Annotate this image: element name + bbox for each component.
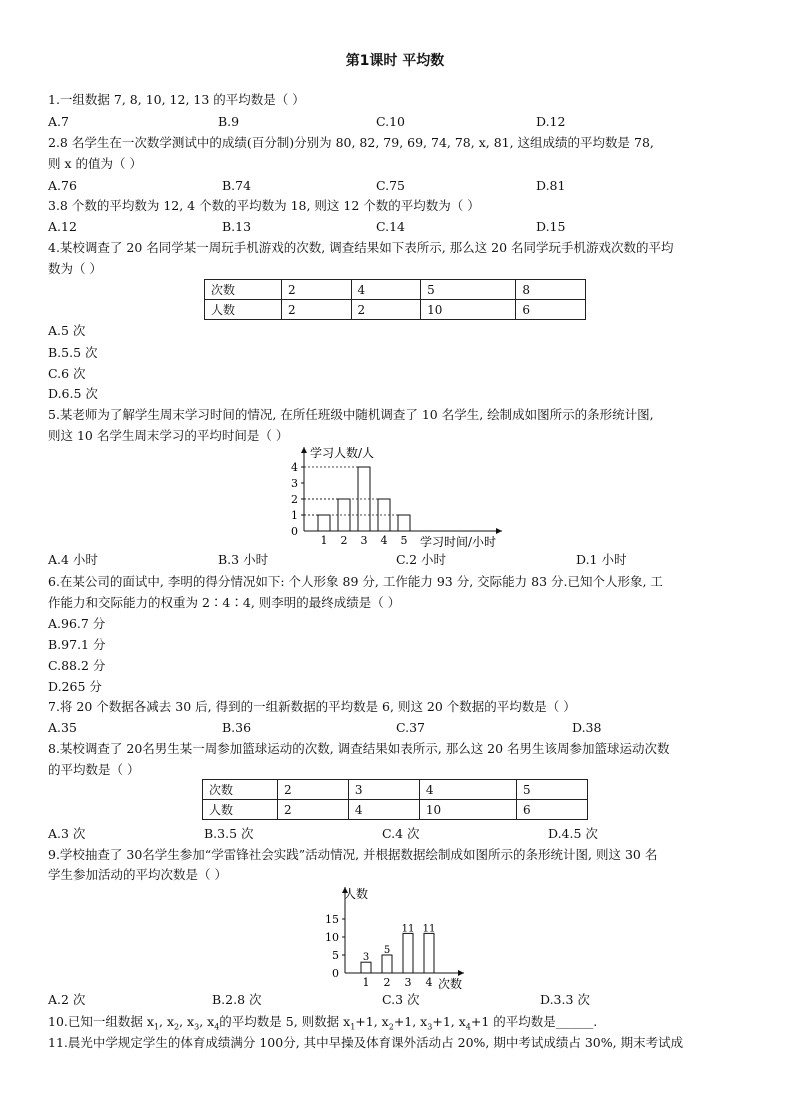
question-5-options — [48, 551, 748, 569]
table-cell: 10 — [419, 800, 516, 820]
q4-option-c: C.6 次 — [48, 366, 86, 381]
y-tick-label: 1 — [291, 509, 298, 522]
table-row — [205, 300, 586, 320]
bar — [382, 955, 392, 973]
x-axis-arrow — [458, 970, 464, 976]
x-tick-label: 5 — [400, 534, 408, 547]
y-tick-label: 10 — [325, 931, 339, 944]
q10-prefix: 10.已知一组数据 x — [48, 1014, 154, 1029]
x-axis-title: 次数 — [438, 977, 463, 991]
q6-option-b: B.97.1 分 — [48, 637, 106, 652]
question-6-stem-line1: 6.在某公司的面试中, 李明的得分情况如下: 个人形象 89 分, 工作能力 93 分, 交际能力 83 分.已知个人形象, 工 — [48, 574, 663, 589]
table-cell: 2 — [282, 280, 352, 300]
question-2-options — [48, 177, 748, 195]
x-tick-label: 1 — [320, 534, 328, 547]
x-tick-label: 3 — [360, 534, 368, 547]
activity-count-bar-chart — [310, 884, 475, 991]
table-cell: 2 — [278, 780, 349, 800]
bar — [424, 933, 434, 973]
x-tick-label: 3 — [404, 976, 412, 989]
x-tick-label: 1 — [362, 976, 370, 989]
table-cell: 10 — [421, 300, 516, 320]
x-axis-arrow — [496, 528, 502, 534]
y-axis-arrow — [301, 447, 307, 453]
bar — [403, 933, 413, 973]
q7-option-a: A.35 — [48, 720, 77, 735]
data-label: 5 — [383, 945, 391, 956]
q7-option-c: C.37 — [396, 720, 425, 735]
q1-option-c: C.10 — [376, 114, 405, 129]
q8-option-c: C.4 次 — [382, 826, 420, 841]
x-tick-label: 4 — [380, 534, 388, 547]
q3-option-d: D.15 — [536, 219, 566, 234]
table-cell: 6 — [516, 300, 586, 320]
question-6-stem-line2: 作能力和交际能力的权重为 2∶4∶4, 则李明的最终成绩是（ ） — [48, 595, 401, 610]
q1-option-a: A.7 — [48, 114, 69, 129]
q2-option-b: B.74 — [222, 178, 252, 193]
table-cell: 5 — [517, 780, 588, 800]
q3-option-b: B.13 — [222, 219, 252, 234]
q6-option-c: C.88.2 分 — [48, 658, 106, 673]
table-cell: 人数 — [205, 300, 282, 320]
table-cell: 4 — [351, 280, 421, 300]
table-cell: 次数 — [205, 280, 282, 300]
q7-option-b: B.36 — [222, 720, 252, 735]
x-tick-label: 2 — [383, 976, 391, 989]
question-3-options — [48, 218, 748, 236]
question-9-options — [48, 991, 748, 1009]
bar — [318, 515, 330, 531]
q5-option-c: C.2 小时 — [396, 552, 447, 567]
question-1-stem: 1.一组数据 7, 8, 10, 12, 13 的平均数是（ ） — [48, 92, 305, 107]
question-4-stem-line1: 4.某校调查了 20 名同学某一周玩手机游戏的次数, 调查结果如下表所示, 那么这 20 名同学玩手机游戏次数的平均 — [48, 240, 674, 255]
q3-option-a: A.12 — [48, 219, 77, 234]
y-tick-label: 4 — [291, 461, 298, 474]
table-row — [205, 280, 586, 300]
q10-mid: 的平均数是 5, 则数据 x — [219, 1014, 351, 1029]
q5-option-b: B.3 小时 — [218, 552, 269, 567]
question-8-table — [202, 779, 588, 820]
table-cell: 4 — [348, 800, 419, 820]
y-tick-label: 0 — [332, 967, 339, 980]
bar — [361, 962, 371, 973]
q3-option-c: C.14 — [376, 219, 405, 234]
question-11-stem: 11.晨光中学规定学生的体育成绩满分 100分, 其中早操及体育课外活动占 20%, 期中考试成绩占 30%, 期末考试成 — [48, 1035, 684, 1050]
q9-option-c: C.3 次 — [382, 992, 420, 1007]
q2-option-c: C.75 — [376, 178, 405, 193]
x-tick-label: 4 — [425, 976, 433, 989]
x-tick-label: 2 — [340, 534, 348, 547]
q4-option-b: B.5.5 次 — [48, 345, 98, 360]
table-cell: 人数 — [203, 800, 278, 820]
table-cell: 6 — [517, 800, 588, 820]
question-3-stem: 3.8 个数的平均数为 12, 4 个数的平均数为 18, 则这 12 个数的平均数为（ ） — [48, 198, 480, 213]
question-7-stem: 7.将 20 个数据各减去 30 后, 得到的一组新数据的平均数是 6, 则这 20 个数据的平均数是（ ） — [48, 699, 576, 714]
data-label: 3 — [362, 952, 370, 964]
y-axis-title: 人数 — [344, 887, 369, 901]
q9-option-b: B.2.8 次 — [212, 992, 262, 1007]
y-tick-label: 0 — [291, 525, 298, 538]
q8-option-d: D.4.5 次 — [548, 826, 598, 841]
q4-option-a: A.5 次 — [48, 323, 86, 338]
question-1-options — [48, 113, 748, 131]
table-row — [203, 800, 588, 820]
question-8-options — [48, 825, 748, 843]
q8-option-b: B.3.5 次 — [204, 826, 254, 841]
q2-option-a: A.76 — [48, 178, 77, 193]
table-cell: 次数 — [203, 780, 278, 800]
table-cell: 2 — [278, 800, 349, 820]
q6-option-d: D.265 分 — [48, 679, 102, 694]
question-2-stem-line2: 则 x 的值为（ ） — [48, 156, 142, 171]
table-cell: 8 — [516, 280, 586, 300]
study-time-bar-chart — [280, 443, 505, 551]
data-label: 11 — [422, 923, 436, 935]
q5-option-a: A.4 小时 — [48, 552, 98, 567]
page-title: 第1课时 平均数 — [345, 53, 445, 69]
q7-option-d: D.38 — [572, 720, 602, 735]
y-axis-title: 学习人数/人 — [310, 446, 375, 460]
question-4-stem-line2: 数为（ ） — [48, 261, 102, 276]
table-cell: 2 — [351, 300, 421, 320]
question-4-table — [204, 279, 586, 320]
data-label: 11 — [401, 923, 415, 935]
question-10-stem: 10.已知一组数据 $x_1$, $x_2$, $x_3$, $x_4$的平均数是 5, 则数据 $x_1+1$, $x_2+1$, $x_3+1$, $x_4+1$ 的平均数是______. — [48, 1014, 598, 1032]
q5-option-d: D.1 小时 — [576, 552, 627, 567]
q4-option-d: D.6.5 次 — [48, 386, 98, 401]
q6-option-a: A.96.7 分 — [48, 616, 106, 631]
q2-option-d: D.81 — [536, 178, 566, 193]
q8-option-a: A.3 次 — [48, 826, 86, 841]
y-tick-label: 5 — [332, 949, 339, 962]
table-cell: 2 — [282, 300, 352, 320]
q1-option-b: B.9 — [218, 114, 240, 129]
question-2-stem-line1: 2.8 名学生在一次数学测试中的成绩(百分制)分别为 80, 82, 79, 69, 74, 78, x, 81, 这组成绩的平均数是 78, — [48, 135, 654, 150]
question-8-stem-line1: 8.某校调查了 20名男生某一周参加篮球运动的次数, 调查结果如表所示, 那么这 20 名男生该周参加篮球运动次数 — [48, 741, 670, 756]
table-cell: 4 — [419, 780, 516, 800]
y-tick-label: 2 — [291, 493, 298, 506]
question-9-stem-line1: 9.学校抽查了 30名学生参加“学雷锋社会实践”活动情况, 并根据数据绘制成如图所示的条形统计图, 则这 30 名 — [48, 847, 658, 862]
q9-option-d: D.3.3 次 — [540, 992, 590, 1007]
table-row — [203, 780, 588, 800]
question-5-stem-line1: 5.某老师为了解学生周末学习时间的情况, 在所任班级中随机调查了 10 名学生, 绘制成如图所示的条形统计图, — [48, 407, 654, 422]
q1-option-d: D.12 — [536, 114, 566, 129]
q9-option-a: A.2 次 — [48, 992, 86, 1007]
question-9-stem-line2: 学生参加活动的平均次数是（ ） — [48, 867, 227, 882]
y-tick-label: 3 — [291, 477, 298, 490]
bar — [398, 515, 410, 531]
table-cell: 3 — [348, 780, 419, 800]
x-axis-title: 学习时间/小时 — [420, 535, 497, 549]
y-tick-label: 15 — [325, 913, 339, 926]
question-5-stem-line2: 则这 10 名学生周末学习的平均时间是（ ） — [48, 428, 289, 443]
question-8-stem-line2: 的平均数是（ ） — [48, 762, 140, 777]
question-7-options — [48, 719, 748, 737]
table-cell: 5 — [421, 280, 516, 300]
q10-suffix: 的平均数是______. — [493, 1014, 598, 1029]
